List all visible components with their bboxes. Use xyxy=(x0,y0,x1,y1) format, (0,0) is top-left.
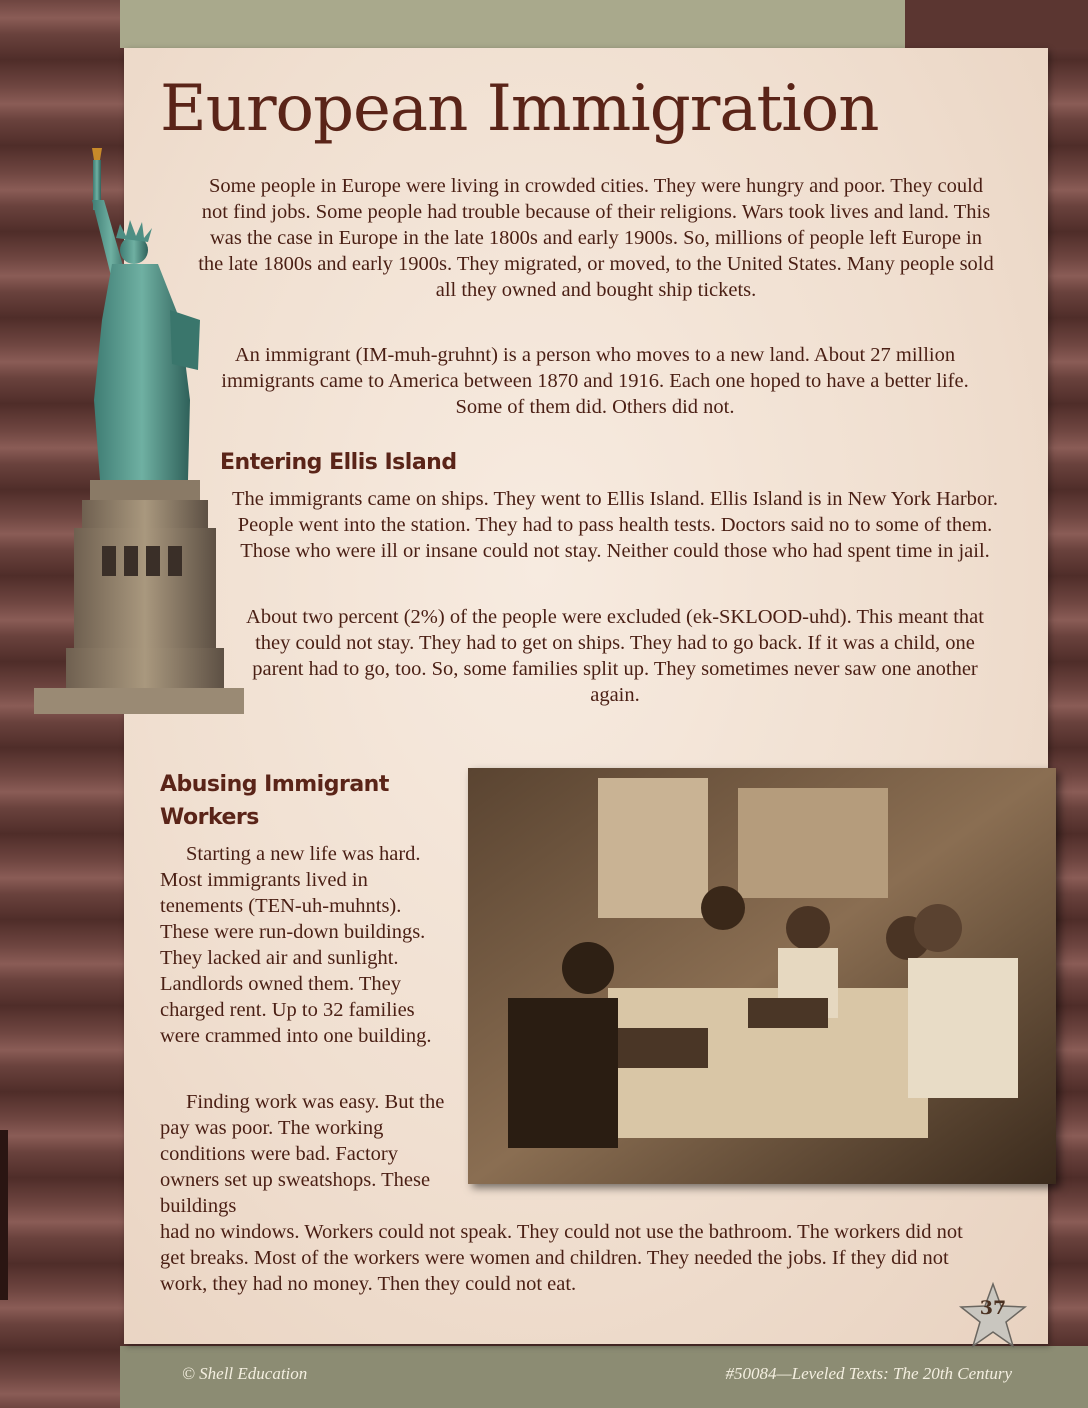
workers-paragraph-2: Finding work was easy. But the pay was poor. The working conditions were bad. Factory owners set up sweatshops. These buildings xyxy=(160,1091,445,1217)
left-edge-bar xyxy=(0,1130,8,1300)
intro-paragraph-2: An immigrant (IM-muh-gruhnt) is a person who moves to a new land. About 27 million immigrants came to America between 1870 and 1916. Each one hoped to have a better life. Some of them did. Others did not. xyxy=(221,344,969,418)
section-heading-abusing-workers: Abusing Immigrant Workers xyxy=(160,772,389,830)
sweatshop-photo xyxy=(468,768,1056,1184)
workers-paragraph-3: had no windows. Workers could not speak. They could not use the bathroom. The workers did not get breaks. Most of the workers were women and children. They needed the jobs. If they did not work, they had no money. Then they could not eat. xyxy=(160,1221,963,1295)
page-title: European Immigration xyxy=(160,72,879,146)
top-band xyxy=(120,0,925,48)
statue-of-liberty-image xyxy=(30,140,250,722)
top-band-corner xyxy=(905,0,1088,48)
workers-paragraph-1: Starting a new life was hard. Most immigrants lived in tenements (TEN-uh-muhnts). These were run-down buildings. They lacked air and sunlight. Landlords owned them. They charged rent. Up to 32 families were crammed into one building. xyxy=(160,843,432,1047)
intro-paragraph-1: Some people in Europe were living in crowded cities. They were hungry and poor. They could not find jobs. Some people had trouble because of their religions. Wars took lives and land. This was the case in Europe in the late 1800s and early 1900s. So, millions of people left Europe in the late 1800s and early 1900s. They migrated, or moved, to the United States. Many people sold all they owned and bought ship tickets. xyxy=(198,175,994,301)
page-number: 37 xyxy=(979,1297,1007,1319)
footer-book-title: #50084—Leveled Texts: The 20th Century xyxy=(725,1364,1012,1383)
ellis-island-paragraph-2: About two percent (2%) of the people were excluded (ek-SKLOOD-uhd). This meant that they could not stay. They had to get on ships. They had to go back. If it was a child, one parent had to go, too. So, some families split up. They sometimes never saw one another again. xyxy=(246,606,984,706)
footer-publisher: © Shell Education xyxy=(182,1364,308,1383)
section-heading-ellis-island: Entering Ellis Island xyxy=(220,450,457,475)
ellis-island-paragraph-1: The immigrants came on ships. They went to Ellis Island. Ellis Island is in New York Harbor. People went into the station. They had to pass health tests. Doctors said no to some of them. Those who were ill or insane could not stay. Neither could those who had spent time in jail. xyxy=(231,488,998,562)
